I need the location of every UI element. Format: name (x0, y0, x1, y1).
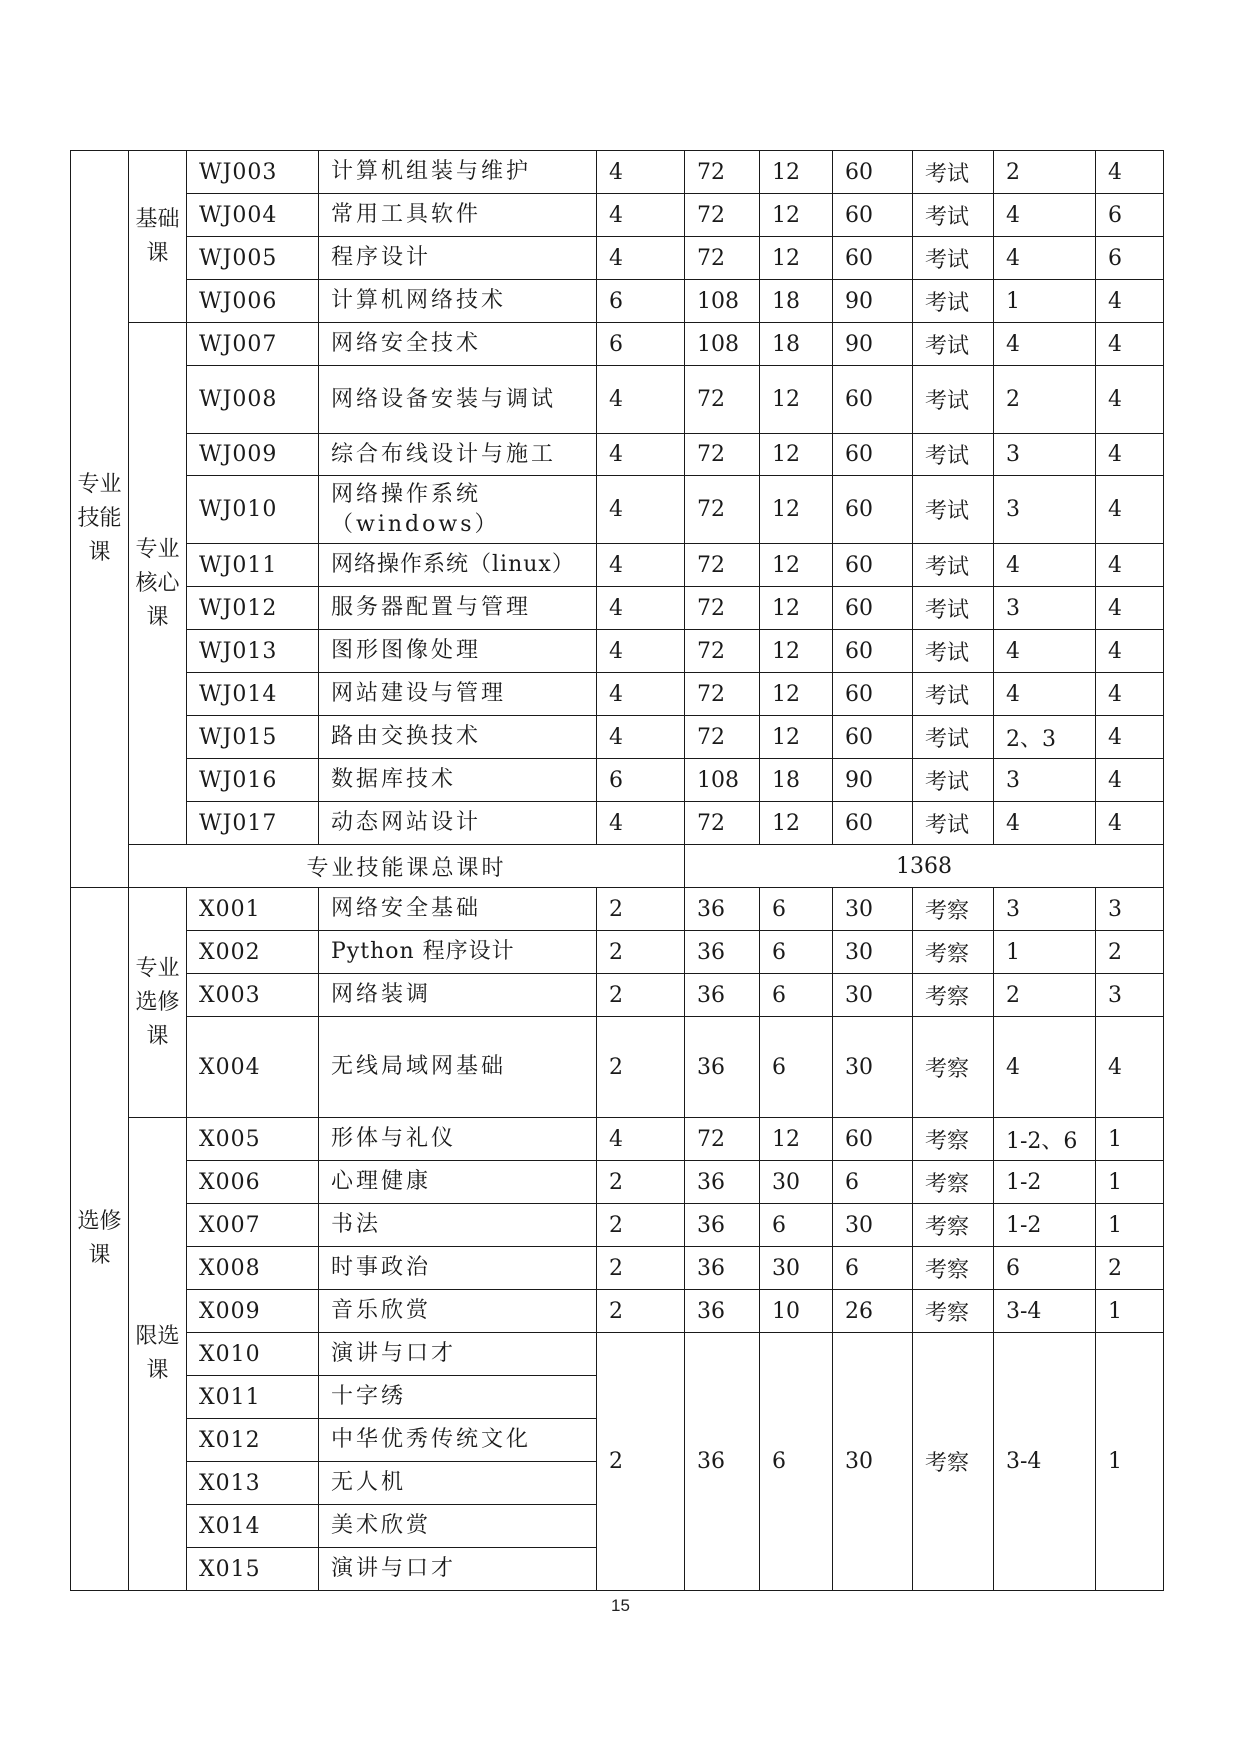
credit: 4 (597, 237, 685, 280)
course-name: 十字绣 (319, 1376, 597, 1419)
practice-hours: 30 (833, 888, 913, 931)
total-hours: 36 (685, 1247, 760, 1290)
course-code: X010 (187, 1333, 319, 1376)
credit: 4 (597, 194, 685, 237)
group-label-elective: 选修课 (71, 888, 129, 1591)
course-code: WJ015 (187, 716, 319, 759)
theory-hours: 12 (760, 544, 833, 587)
table-row (71, 476, 1164, 544)
weekly-hours: 6 (1096, 237, 1164, 280)
credit: 4 (597, 544, 685, 587)
assessment: 考试 (913, 544, 994, 587)
assessment: 考试 (913, 716, 994, 759)
credit: 4 (597, 716, 685, 759)
term: 3 (994, 587, 1096, 630)
weekly-hours: 1 (1096, 1161, 1164, 1204)
course-code: WJ013 (187, 630, 319, 673)
assessment: 考察 (913, 1161, 994, 1204)
table-row (71, 1290, 1164, 1333)
assessment: 考察 (913, 888, 994, 931)
term: 4 (994, 323, 1096, 366)
course-name: Python 程序设计 (319, 931, 597, 974)
assessment: 考试 (913, 759, 994, 802)
credit: 2 (597, 1290, 685, 1333)
term: 1 (994, 280, 1096, 323)
theory-hours: 12 (760, 151, 833, 194)
theory-hours: 18 (760, 323, 833, 366)
credit: 4 (597, 587, 685, 630)
theory-hours: 6 (760, 974, 833, 1017)
credit: 6 (597, 323, 685, 366)
theory-hours: 6 (760, 888, 833, 931)
table-row (71, 802, 1164, 845)
weekly-hours: 4 (1096, 476, 1164, 544)
term: 3 (994, 888, 1096, 931)
course-name: 服务器配置与管理 (319, 587, 597, 630)
weekly-hours: 1 (1096, 1333, 1164, 1591)
practice-hours: 30 (833, 1204, 913, 1247)
credit: 4 (597, 366, 685, 434)
course-code: WJ011 (187, 544, 319, 587)
page-number: 15 (611, 1596, 630, 1615)
course-name: 中华优秀传统文化 (319, 1419, 597, 1462)
credit: 2 (597, 1247, 685, 1290)
credit: 4 (597, 476, 685, 544)
table-row (71, 1118, 1164, 1161)
theory-hours: 12 (760, 802, 833, 845)
practice-hours: 60 (833, 716, 913, 759)
theory-hours: 12 (760, 1118, 833, 1161)
theory-hours: 6 (760, 1204, 833, 1247)
theory-hours: 12 (760, 587, 833, 630)
weekly-hours: 4 (1096, 366, 1164, 434)
table-row (71, 434, 1164, 476)
assessment: 考试 (913, 366, 994, 434)
course-name: 网站建设与管理 (319, 673, 597, 716)
table-row (71, 1247, 1164, 1290)
course-code: X007 (187, 1204, 319, 1247)
theory-hours: 12 (760, 434, 833, 476)
theory-hours: 12 (760, 630, 833, 673)
table-row (71, 673, 1164, 716)
course-name: 网络设备安装与调试 (319, 366, 597, 434)
table-row (71, 194, 1164, 237)
theory-hours: 18 (760, 759, 833, 802)
table-row (71, 888, 1164, 931)
credit: 2 (597, 1333, 685, 1591)
course-name: 音乐欣赏 (319, 1290, 597, 1333)
total-hours: 36 (685, 1161, 760, 1204)
total-hours: 72 (685, 716, 760, 759)
course-code: X009 (187, 1290, 319, 1333)
practice-hours: 6 (833, 1161, 913, 1204)
assessment: 考试 (913, 151, 994, 194)
weekly-hours: 4 (1096, 151, 1164, 194)
practice-hours: 30 (833, 1333, 913, 1591)
weekly-hours: 3 (1096, 888, 1164, 931)
table-row (71, 1204, 1164, 1247)
total-hours: 36 (685, 1290, 760, 1333)
term: 1-2 (994, 1204, 1096, 1247)
course-code: WJ009 (187, 434, 319, 476)
practice-hours: 30 (833, 1017, 913, 1118)
theory-hours: 30 (760, 1161, 833, 1204)
practice-hours: 90 (833, 280, 913, 323)
weekly-hours: 2 (1096, 1247, 1164, 1290)
course-code: WJ007 (187, 323, 319, 366)
term: 6 (994, 1247, 1096, 1290)
total-hours: 36 (685, 1204, 760, 1247)
weekly-hours: 4 (1096, 716, 1164, 759)
table-row (71, 974, 1164, 1017)
term: 4 (994, 630, 1096, 673)
course-code: WJ010 (187, 476, 319, 544)
course-code: X006 (187, 1161, 319, 1204)
credit: 6 (597, 280, 685, 323)
practice-hours: 30 (833, 931, 913, 974)
weekly-hours: 2 (1096, 931, 1164, 974)
total-hours: 72 (685, 366, 760, 434)
term: 4 (994, 194, 1096, 237)
total-hours-label: 专业技能课总课时 (129, 845, 685, 888)
table-row (71, 587, 1164, 630)
practice-hours: 90 (833, 759, 913, 802)
practice-hours: 60 (833, 151, 913, 194)
term: 2 (994, 151, 1096, 194)
group-label-foundation: 基础课 (129, 151, 187, 323)
weekly-hours: 4 (1096, 802, 1164, 845)
weekly-hours: 1 (1096, 1290, 1164, 1333)
course-name: 常用工具软件 (319, 194, 597, 237)
assessment: 考试 (913, 476, 994, 544)
course-name: 综合布线设计与施工 (319, 434, 597, 476)
table-row (71, 323, 1164, 366)
table-row (71, 1161, 1164, 1204)
term: 3 (994, 759, 1096, 802)
assessment: 考试 (913, 802, 994, 845)
course-code: WJ003 (187, 151, 319, 194)
term: 4 (994, 1017, 1096, 1118)
total-hours: 72 (685, 630, 760, 673)
course-name: 无线局域网基础 (319, 1017, 597, 1118)
term: 4 (994, 544, 1096, 587)
table-row (71, 630, 1164, 673)
course-name: 心理健康 (319, 1161, 597, 1204)
total-hours: 36 (685, 974, 760, 1017)
practice-hours: 60 (833, 434, 913, 476)
course-code: X005 (187, 1118, 319, 1161)
course-code: X001 (187, 888, 319, 931)
theory-hours: 6 (760, 1333, 833, 1591)
weekly-hours: 4 (1096, 544, 1164, 587)
course-name: 网络操作系统（windows） (319, 476, 597, 544)
assessment: 考察 (913, 1118, 994, 1161)
assessment: 考察 (913, 1290, 994, 1333)
group-label-professional-skill: 专业技能课 (71, 151, 129, 888)
course-name: 网络安全基础 (319, 888, 597, 931)
course-code: X003 (187, 974, 319, 1017)
theory-hours: 12 (760, 237, 833, 280)
total-hours: 72 (685, 237, 760, 280)
course-name: 无人机 (319, 1462, 597, 1505)
table-row (71, 237, 1164, 280)
credit: 6 (597, 759, 685, 802)
credit: 4 (597, 1118, 685, 1161)
weekly-hours: 4 (1096, 587, 1164, 630)
total-hours: 72 (685, 673, 760, 716)
assessment: 考试 (913, 323, 994, 366)
total-hours: 72 (685, 802, 760, 845)
course-name: 演讲与口才 (319, 1333, 597, 1376)
course-name: 计算机组装与维护 (319, 151, 597, 194)
table-row (71, 544, 1164, 587)
practice-hours: 6 (833, 1247, 913, 1290)
practice-hours: 60 (833, 194, 913, 237)
total-hours: 36 (685, 1017, 760, 1118)
total-hours: 36 (685, 1333, 760, 1591)
course-code: X008 (187, 1247, 319, 1290)
practice-hours: 60 (833, 476, 913, 544)
weekly-hours: 4 (1096, 323, 1164, 366)
term: 4 (994, 237, 1096, 280)
theory-hours: 12 (760, 673, 833, 716)
weekly-hours: 3 (1096, 974, 1164, 1017)
weekly-hours: 4 (1096, 1017, 1164, 1118)
practice-hours: 60 (833, 1118, 913, 1161)
course-name: 美术欣赏 (319, 1505, 597, 1548)
course-name: 书法 (319, 1204, 597, 1247)
weekly-hours: 4 (1096, 280, 1164, 323)
term: 2 (994, 366, 1096, 434)
practice-hours: 26 (833, 1290, 913, 1333)
term: 1-2、6 (994, 1118, 1096, 1161)
course-name: 图形图像处理 (319, 630, 597, 673)
total-hours: 72 (685, 151, 760, 194)
term: 3-4 (994, 1333, 1096, 1591)
course-name: 网络装调 (319, 974, 597, 1017)
total-hours: 72 (685, 476, 760, 544)
group-label-limited-elective: 限选课 (129, 1118, 187, 1591)
weekly-hours: 4 (1096, 673, 1164, 716)
assessment: 考察 (913, 1017, 994, 1118)
practice-hours: 30 (833, 974, 913, 1017)
term: 2、3 (994, 716, 1096, 759)
group-label-professional-elective: 专业选修课 (129, 888, 187, 1118)
practice-hours: 60 (833, 673, 913, 716)
course-code: WJ016 (187, 759, 319, 802)
theory-hours: 12 (760, 716, 833, 759)
total-hours: 72 (685, 434, 760, 476)
theory-hours: 12 (760, 194, 833, 237)
theory-hours: 18 (760, 280, 833, 323)
table-row (71, 151, 1164, 194)
course-code: X014 (187, 1505, 319, 1548)
term: 3 (994, 434, 1096, 476)
total-hours: 36 (685, 888, 760, 931)
term: 1 (994, 931, 1096, 974)
credit: 4 (597, 151, 685, 194)
total-row (71, 845, 1164, 888)
total-hours: 72 (685, 544, 760, 587)
assessment: 考试 (913, 630, 994, 673)
table-row (71, 366, 1164, 434)
total-hours: 108 (685, 759, 760, 802)
course-code: WJ005 (187, 237, 319, 280)
credit: 2 (597, 1204, 685, 1247)
credit: 4 (597, 673, 685, 716)
course-name: 数据库技术 (319, 759, 597, 802)
total-hours: 108 (685, 280, 760, 323)
course-name: 时事政治 (319, 1247, 597, 1290)
practice-hours: 60 (833, 237, 913, 280)
weekly-hours: 4 (1096, 434, 1164, 476)
course-name: 网络安全技术 (319, 323, 597, 366)
course-name: 动态网站设计 (319, 802, 597, 845)
term: 3-4 (994, 1290, 1096, 1333)
theory-hours: 12 (760, 476, 833, 544)
credit: 4 (597, 802, 685, 845)
course-name: 计算机网络技术 (319, 280, 597, 323)
total-hours: 72 (685, 1118, 760, 1161)
credit: 2 (597, 1161, 685, 1204)
credit: 4 (597, 434, 685, 476)
course-name: 形体与礼仪 (319, 1118, 597, 1161)
course-name: 程序设计 (319, 237, 597, 280)
weekly-hours: 1 (1096, 1204, 1164, 1247)
term: 2 (994, 974, 1096, 1017)
table-row (71, 931, 1164, 974)
theory-hours: 6 (760, 1017, 833, 1118)
assessment: 考试 (913, 194, 994, 237)
assessment: 考察 (913, 1204, 994, 1247)
theory-hours: 10 (760, 1290, 833, 1333)
course-code: WJ012 (187, 587, 319, 630)
theory-hours: 12 (760, 366, 833, 434)
course-code: WJ014 (187, 673, 319, 716)
weekly-hours: 4 (1096, 630, 1164, 673)
course-code: WJ006 (187, 280, 319, 323)
practice-hours: 90 (833, 323, 913, 366)
weekly-hours: 4 (1096, 759, 1164, 802)
total-hours: 36 (685, 931, 760, 974)
course-name: 网络操作系统（linux） (319, 544, 597, 587)
group-label-core: 专业核心课 (129, 323, 187, 845)
assessment: 考试 (913, 434, 994, 476)
credit: 2 (597, 1017, 685, 1118)
practice-hours: 60 (833, 366, 913, 434)
table-row (71, 716, 1164, 759)
course-code: WJ004 (187, 194, 319, 237)
table-row (71, 280, 1164, 323)
credit: 2 (597, 974, 685, 1017)
assessment: 考察 (913, 974, 994, 1017)
credit: 4 (597, 630, 685, 673)
term: 1-2 (994, 1161, 1096, 1204)
course-code: X011 (187, 1376, 319, 1419)
table-row (71, 759, 1164, 802)
table-row (71, 1333, 1164, 1376)
total-hours-value: 1368 (685, 845, 1164, 888)
practice-hours: 60 (833, 587, 913, 630)
assessment: 考察 (913, 931, 994, 974)
assessment: 考察 (913, 1333, 994, 1591)
practice-hours: 60 (833, 630, 913, 673)
theory-hours: 30 (760, 1247, 833, 1290)
theory-hours: 6 (760, 931, 833, 974)
total-hours: 72 (685, 587, 760, 630)
credit: 2 (597, 931, 685, 974)
total-hours: 72 (685, 194, 760, 237)
assessment: 考察 (913, 1247, 994, 1290)
course-code: X015 (187, 1548, 319, 1591)
credit: 2 (597, 888, 685, 931)
course-name: 演讲与口才 (319, 1548, 597, 1591)
weekly-hours: 1 (1096, 1118, 1164, 1161)
course-code: X012 (187, 1419, 319, 1462)
practice-hours: 60 (833, 544, 913, 587)
term: 4 (994, 802, 1096, 845)
assessment: 考试 (913, 237, 994, 280)
course-code: WJ017 (187, 802, 319, 845)
course-plan-table (70, 150, 1164, 1591)
course-code: WJ008 (187, 366, 319, 434)
assessment: 考试 (913, 673, 994, 716)
course-name: 路由交换技术 (319, 716, 597, 759)
term: 3 (994, 476, 1096, 544)
course-code: X013 (187, 1462, 319, 1505)
assessment: 考试 (913, 280, 994, 323)
weekly-hours: 6 (1096, 194, 1164, 237)
practice-hours: 60 (833, 802, 913, 845)
assessment: 考试 (913, 587, 994, 630)
term: 4 (994, 673, 1096, 716)
course-code: X002 (187, 931, 319, 974)
course-code: X004 (187, 1017, 319, 1118)
total-hours: 108 (685, 323, 760, 366)
table-row (71, 1017, 1164, 1118)
